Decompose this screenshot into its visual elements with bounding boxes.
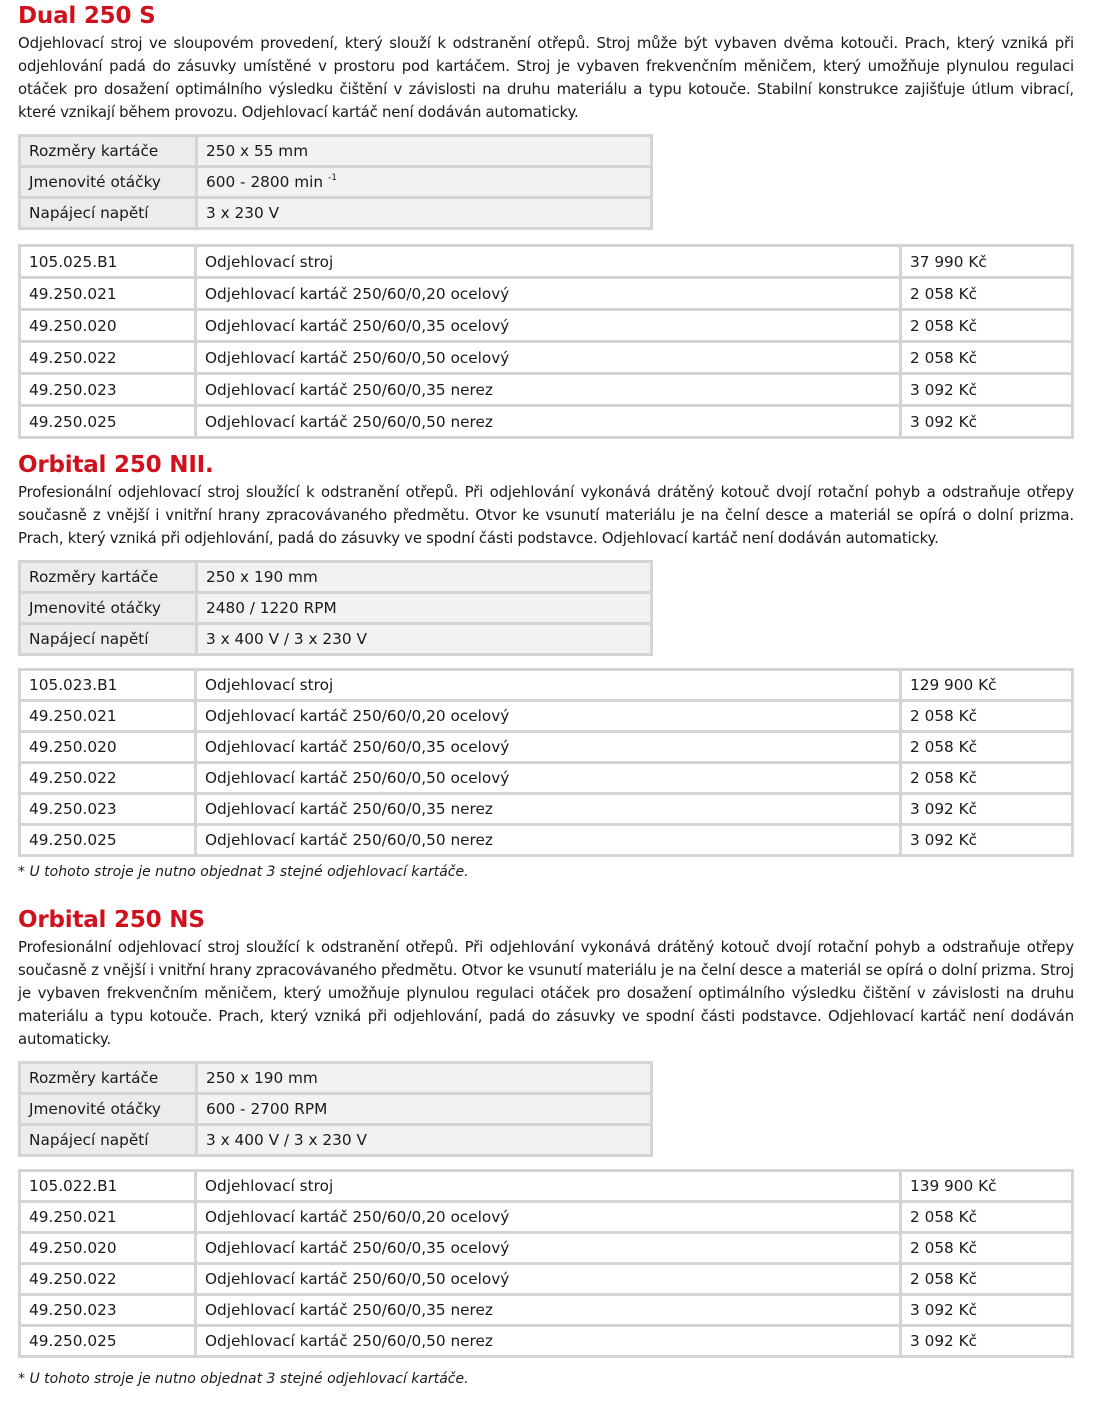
spec-label: Jmenovité otáčky xyxy=(20,593,197,624)
spec-table xyxy=(18,1061,653,1157)
item-code: 105.022.B1 xyxy=(20,1171,196,1202)
item-code: 49.250.020 xyxy=(20,310,196,342)
table-row xyxy=(20,1326,1073,1357)
item-price: 2 058 Kč xyxy=(901,278,1073,310)
order-note: * U tohoto stroje je nutno objednat 3 stejné odjehlovací kartáče. xyxy=(18,1371,469,1387)
table-row xyxy=(20,670,1073,701)
product-section-orbital-250-nii xyxy=(18,451,1074,881)
item-name: Odjehlovací kartáč 250/60/0,20 ocelový xyxy=(196,278,901,310)
table-row xyxy=(20,406,1073,438)
item-name: Odjehlovací kartáč 250/60/0,50 nerez xyxy=(196,825,901,856)
item-name: Odjehlovací stroj xyxy=(196,670,901,701)
item-price: 139 900 Kč xyxy=(901,1171,1073,1202)
spec-label: Napájecí napětí xyxy=(20,1125,197,1156)
table-row xyxy=(20,246,1073,278)
product-section-dual-250-s xyxy=(18,2,1074,439)
item-price: 3 092 Kč xyxy=(901,406,1073,438)
item-name: Odjehlovací kartáč 250/60/0,35 nerez xyxy=(196,374,901,406)
item-name: Odjehlovací kartáč 250/60/0,35 ocelový xyxy=(196,732,901,763)
item-price: 3 092 Kč xyxy=(901,825,1073,856)
item-code: 49.250.023 xyxy=(20,794,196,825)
item-name: Odjehlovací kartáč 250/60/0,20 ocelový xyxy=(196,1202,901,1233)
item-code: 49.250.025 xyxy=(20,825,196,856)
item-code: 49.250.021 xyxy=(20,278,196,310)
spec-label: Napájecí napětí xyxy=(20,198,197,229)
spec-label: Rozměry kartáče xyxy=(20,136,197,167)
spec-label: Napájecí napětí xyxy=(20,624,197,655)
spec-table xyxy=(18,560,653,656)
product-title: Orbital 250 NS xyxy=(18,907,205,933)
spec-value: 2480 / 1220 RPM xyxy=(197,593,652,624)
price-table xyxy=(18,1169,1074,1358)
item-name: Odjehlovací stroj xyxy=(196,246,901,278)
product-title: Dual 250 S xyxy=(18,3,156,29)
item-code: 49.250.020 xyxy=(20,1233,196,1264)
item-name: Odjehlovací kartáč 250/60/0,35 nerez xyxy=(196,1295,901,1326)
item-name: Odjehlovací kartáč 250/60/0,20 ocelový xyxy=(196,701,901,732)
item-name: Odjehlovací kartáč 250/60/0,50 nerez xyxy=(196,1326,901,1357)
table-row xyxy=(20,278,1073,310)
item-price: 2 058 Kč xyxy=(901,763,1073,794)
item-price: 37 990 Kč xyxy=(901,246,1073,278)
product-section-orbital-250-ns xyxy=(18,906,1074,1388)
item-price: 2 058 Kč xyxy=(901,310,1073,342)
item-name: Odjehlovací kartáč 250/60/0,50 ocelový xyxy=(196,1264,901,1295)
spec-row xyxy=(20,136,652,167)
item-name: Odjehlovací kartáč 250/60/0,35 ocelový xyxy=(196,310,901,342)
spec-row xyxy=(20,562,652,593)
item-name: Odjehlovací kartáč 250/60/0,35 ocelový xyxy=(196,1233,901,1264)
item-name: Odjehlovací kartáč 250/60/0,50 nerez xyxy=(196,406,901,438)
spec-value: 3 x 400 V / 3 x 230 V xyxy=(197,1125,652,1156)
item-price: 2 058 Kč xyxy=(901,1233,1073,1264)
spec-value: 250 x 190 mm xyxy=(197,562,652,593)
table-row xyxy=(20,1202,1073,1233)
item-code: 49.250.023 xyxy=(20,374,196,406)
spec-value: 3 x 400 V / 3 x 230 V xyxy=(197,624,652,655)
spec-row xyxy=(20,1094,652,1125)
item-code: 49.250.022 xyxy=(20,763,196,794)
spec-row xyxy=(20,624,652,655)
spec-row xyxy=(20,593,652,624)
order-note: * U tohoto stroje je nutno objednat 3 stejné odjehlovací kartáče. xyxy=(18,864,469,880)
item-code: 49.250.023 xyxy=(20,1295,196,1326)
table-row xyxy=(20,1264,1073,1295)
item-name: Odjehlovací kartáč 250/60/0,50 ocelový xyxy=(196,342,901,374)
item-code: 105.025.B1 xyxy=(20,246,196,278)
product-description: Odjehlovací stroj ve sloupovém provedení, který slouží k odstranění otřepů. Stroj může být vybaven dvěma kotouči. Prach, který vzniká při odjehlování padá do zásuvky umístěné v prostoru pod kartáčem. Stroj je vybaven frekvenčním měničem, který umožňuje plynulou regulaci otáček pro dosažení optimálního výsledku čištění v závislosti na druhu materiálu a typu kotouče. Stabilní konstrukce zajišťuje útlum vibrací, které vznikají během provozu. Odjehlovací kartáč není dodáván automaticky. xyxy=(18,34,1074,121)
item-price: 2 058 Kč xyxy=(901,732,1073,763)
spec-value: 600 - 2700 RPM xyxy=(197,1094,652,1125)
price-table xyxy=(18,668,1074,857)
product-title: Orbital 250 NII. xyxy=(18,452,214,478)
item-code: 49.250.025 xyxy=(20,406,196,438)
table-row xyxy=(20,794,1073,825)
spec-label: Rozměry kartáče xyxy=(20,562,197,593)
spec-value xyxy=(197,167,652,198)
table-row xyxy=(20,374,1073,406)
item-code: 49.250.022 xyxy=(20,342,196,374)
spec-value: 250 x 55 mm xyxy=(197,136,652,167)
table-row xyxy=(20,342,1073,374)
item-price: 2 058 Kč xyxy=(901,1264,1073,1295)
item-price: 3 092 Kč xyxy=(901,374,1073,406)
table-row xyxy=(20,825,1073,856)
product-description: Profesionální odjehlovací stroj sloužící k odstranění otřepů. Při odjehlování vykonává drátěný kotouč dvojí rotační pohyb a odstraňuje otřepy současně z vnější i vnitřní hrany zpracovávaného předmětu. Otvor ke vsunutí materiálu je na čelní desce a materiál se opírá o dolní prizma. Prach, který vzniká při odjehlování, padá do zásuvky ve spodní části podstavce. Odjehlovací kartáč není dodáván automaticky. xyxy=(18,483,1074,547)
table-row xyxy=(20,732,1073,763)
item-price: 129 900 Kč xyxy=(901,670,1073,701)
table-row xyxy=(20,310,1073,342)
item-code: 49.250.021 xyxy=(20,701,196,732)
item-price: 2 058 Kč xyxy=(901,701,1073,732)
table-row xyxy=(20,1171,1073,1202)
table-row xyxy=(20,701,1073,732)
item-price: 2 058 Kč xyxy=(901,1202,1073,1233)
item-code: 49.250.022 xyxy=(20,1264,196,1295)
spec-row xyxy=(20,198,652,229)
product-description: Profesionální odjehlovací stroj sloužící k odstranění otřepů. Při odjehlování vykonává drátěný kotouč dvojí rotační pohyb a odstraňuje otřepy současně z vnější i vnitřní hrany zpracovávaného předmětu. Otvor ke vsunutí materiálu je na čelní desce a materiál se opírá o dolní prizma. Stroj je vybaven frekvenčním měničem, který umožňuje plynulou regulaci otáček pro dosažení optimálního výsledku čištění v závislosti na druhu materiálu a typu kotouče. Prach, který vzniká při odjehlování, padá do zásuvky ve spodní části podstavce. Odjehlovací kartáč není dodáván automaticky. xyxy=(18,938,1074,1048)
spec-value: 250 x 190 mm xyxy=(197,1063,652,1094)
spec-row xyxy=(20,1063,652,1094)
spec-row xyxy=(20,167,652,198)
spec-value-text: 600 - 2800 min xyxy=(206,173,324,191)
item-code: 49.250.025 xyxy=(20,1326,196,1357)
item-price: 3 092 Kč xyxy=(901,1295,1073,1326)
item-price: 2 058 Kč xyxy=(901,342,1073,374)
item-code: 49.250.020 xyxy=(20,732,196,763)
spec-value-exponent: -1 xyxy=(327,173,337,183)
spec-label: Rozměry kartáče xyxy=(20,1063,197,1094)
item-price: 3 092 Kč xyxy=(901,794,1073,825)
item-name: Odjehlovací stroj xyxy=(196,1171,901,1202)
item-price: 3 092 Kč xyxy=(901,1326,1073,1357)
spec-label: Jmenovité otáčky xyxy=(20,1094,197,1125)
item-code: 49.250.021 xyxy=(20,1202,196,1233)
table-row xyxy=(20,763,1073,794)
price-table xyxy=(18,244,1074,439)
spec-label: Jmenovité otáčky xyxy=(20,167,197,198)
spec-table xyxy=(18,134,653,230)
spec-value: 3 x 230 V xyxy=(197,198,652,229)
spec-row xyxy=(20,1125,652,1156)
table-row xyxy=(20,1295,1073,1326)
item-name: Odjehlovací kartáč 250/60/0,50 ocelový xyxy=(196,763,901,794)
item-name: Odjehlovací kartáč 250/60/0,35 nerez xyxy=(196,794,901,825)
table-row xyxy=(20,1233,1073,1264)
item-code: 105.023.B1 xyxy=(20,670,196,701)
